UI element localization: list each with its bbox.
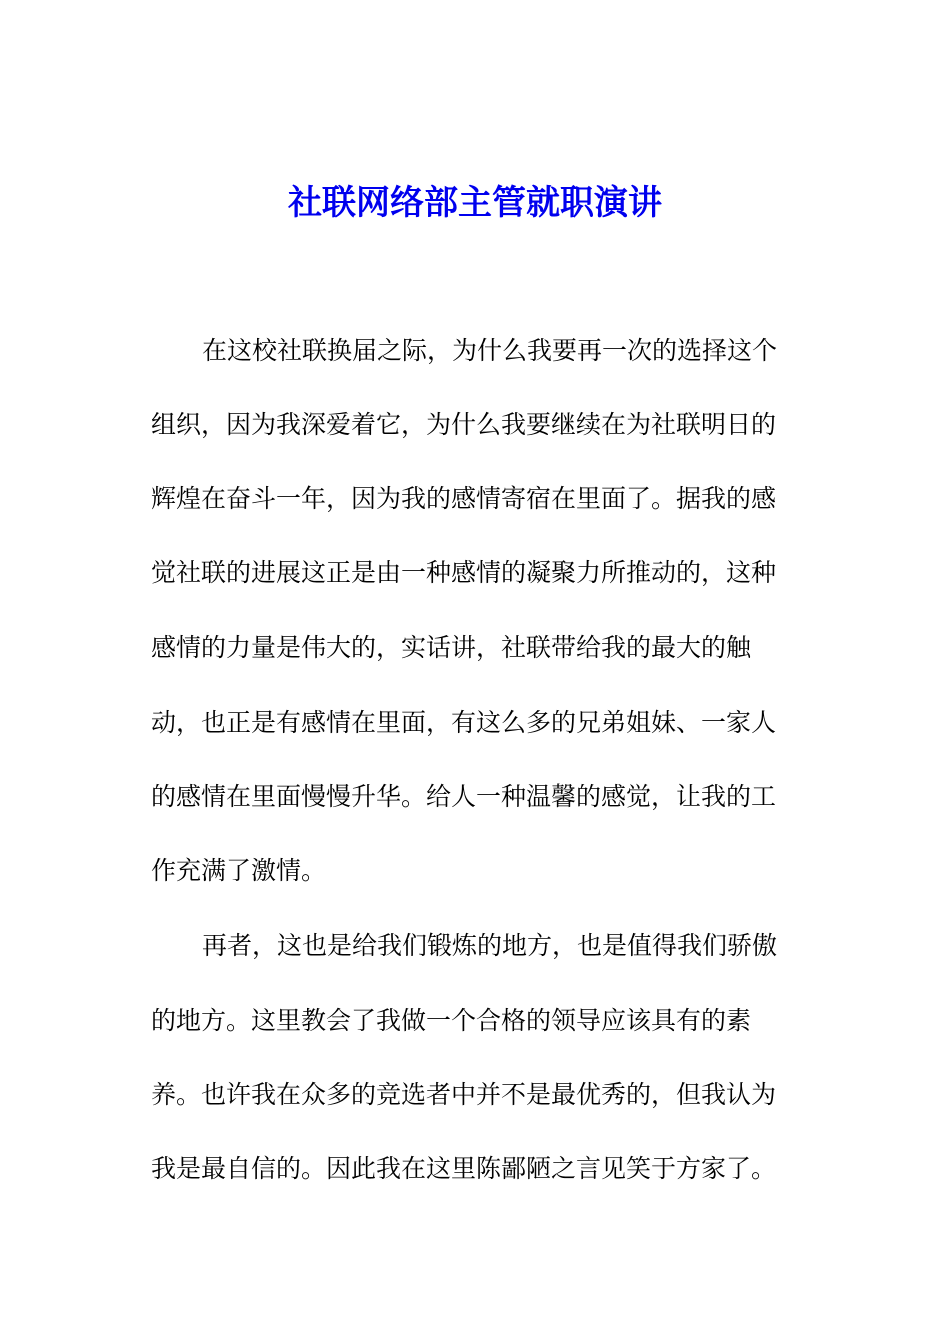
paragraph-1-line-4: 觉社联的进展这正是由一种感情的凝聚力所推动的，这种 [151, 558, 777, 587]
paragraph-2-line-2: 的地方。这里教会了我做一个合格的领导应该具有的素 [151, 1006, 752, 1035]
paragraph-2-line-4: 我是最自信的。因此我在这里陈鄙陋之言见笑于方家了。 [151, 1154, 777, 1183]
paragraph-1-line-1: 在这校社联换届之际，为什么我要再一次的选择这个 [202, 336, 778, 365]
paragraph-2-line-3: 养。也许我在众多的竞选者中并不是最优秀的，但我认为 [151, 1080, 777, 1109]
paragraph-1-line-7: 的感情在里面慢慢升华。给人一种温馨的感觉，让我的工 [151, 782, 777, 811]
paragraph-1-line-2: 组织，因为我深爱着它，为什么我要继续在为社联明日的 [151, 410, 777, 439]
paragraph-2-line-1: 再者，这也是给我们锻炼的地方，也是值得我们骄傲 [202, 931, 778, 960]
paragraph-1-line-6: 动，也正是有感情在里面，有这么多的兄弟姐妹、一家人 [151, 708, 777, 737]
paragraph-1-line-3: 辉煌在奋斗一年，因为我的感情寄宿在里面了。据我的感 [151, 484, 777, 513]
document-title: 社联网络部主管就职演讲 [288, 183, 662, 223]
paragraph-1-line-8: 作充满了激情。 [151, 856, 327, 885]
paragraph-1-line-5: 感情的力量是伟大的，实话讲，社联带给我的最大的触 [151, 633, 752, 662]
